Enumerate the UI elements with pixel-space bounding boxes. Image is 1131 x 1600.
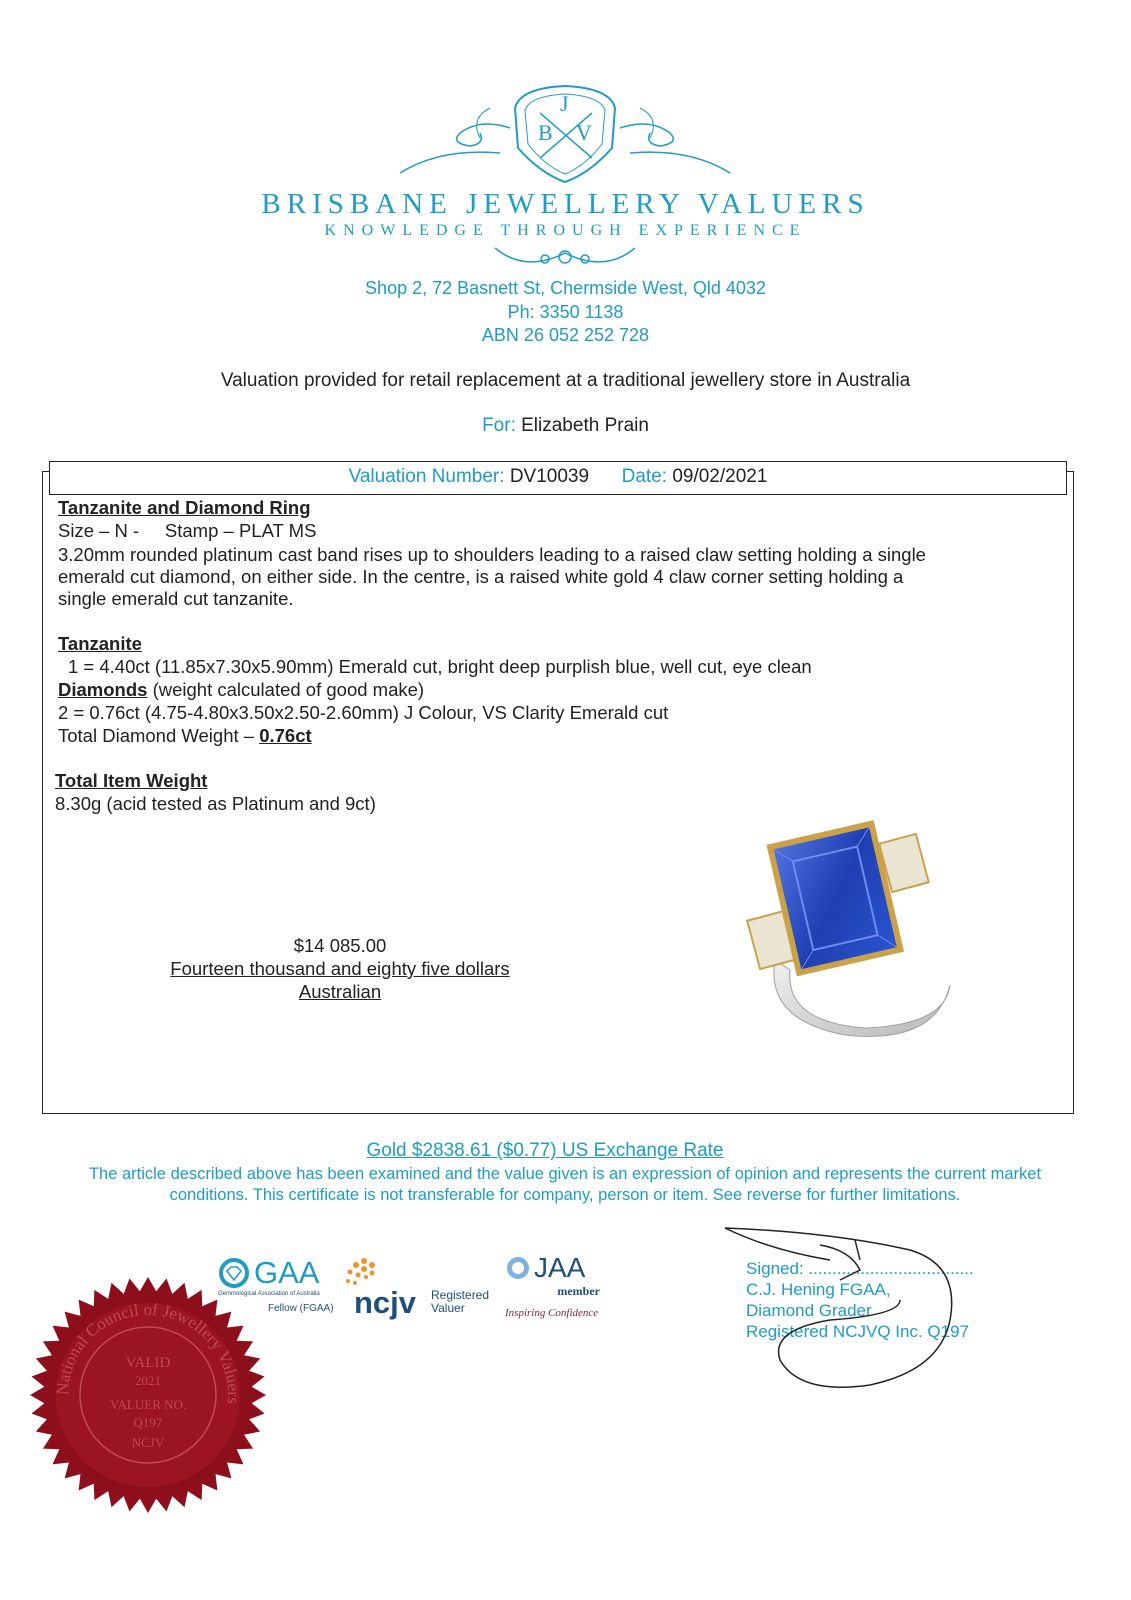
diamonds-line: 2 = 0.76ct (4.75-4.80x3.50x2.50-2.60mm) J Colour, VS Clarity Emerald cut	[58, 702, 669, 723]
ncjv-name: ncjv	[354, 1285, 417, 1320]
company-tagline: KNOWLEDGE THROUGH EXPERIENCE	[324, 222, 807, 239]
seal-line-1: VALID	[125, 1355, 171, 1371]
gaa-name: GAA	[254, 1255, 320, 1290]
signatory-name: C.J. Hening FGAA,	[746, 1280, 891, 1299]
signatory-role: Diamond Grader	[746, 1301, 872, 1320]
diamonds-heading-row	[58, 679, 424, 701]
signed-line: Signed: ...................................	[746, 1259, 974, 1278]
wax-seal	[28, 1275, 268, 1515]
valuation-number-label: Valuation Number:	[348, 466, 505, 487]
item-title: Tanzanite and Diamond Ring	[58, 497, 311, 518]
logo-flourish	[485, 243, 645, 273]
valuation-date-label: Date:	[621, 466, 668, 487]
valuation-date: 09/02/2021	[672, 466, 768, 487]
diamonds-total-value: 0.76ct	[259, 725, 312, 746]
valuation-purpose: Valuation provided for retail replacement at a traditional jewellery store in Australia	[220, 370, 911, 391]
logo-monogram-b: B	[538, 120, 553, 145]
valuation-header	[49, 461, 1067, 495]
jaa-slogan: Inspiring Confidence	[505, 1307, 599, 1319]
seal-ring-text: National Council of Jewellery Valuers	[52, 1299, 244, 1405]
client-name: Elizabeth Prain	[521, 415, 649, 436]
disclaimer-text: The article described above has been examined and the value given is an expression of opinion and represents the current market conditions. This certificate is not transferable for company, person or item. See reverse for further limitations.	[88, 1165, 1042, 1204]
client-line	[0, 415, 1131, 437]
company-address: Shop 2, 72 Basnett St, Chermside West, Qld 4032	[365, 278, 766, 298]
weight-heading: Total Item Weight	[55, 770, 208, 791]
signatory-registration: Registered NCJVQ Inc. Q197	[746, 1322, 969, 1341]
diamonds-total-label: Total Diamond Weight –	[58, 725, 260, 746]
item-size-stamp: Size – N - Stamp – PLAT MS	[58, 520, 317, 541]
jaa-gem-icon	[505, 1255, 531, 1281]
gaa-fellow: Fellow (FGAA)	[268, 1303, 334, 1314]
tanzanite-heading: Tanzanite	[58, 633, 142, 654]
jaa-name: JAA	[534, 1252, 586, 1283]
ncjv-registered: Registered	[431, 1288, 490, 1302]
jaa-member: member	[557, 1284, 600, 1298]
ncjv-valuer: Valuer	[431, 1301, 465, 1315]
gaa-subtitle: Gemmological Association of Australia	[218, 1291, 320, 1297]
handwritten-signature	[710, 1220, 980, 1395]
jaa-logo	[505, 1252, 615, 1319]
diamonds-heading: Diamonds	[58, 679, 148, 700]
value-words: Fourteen thousand and eighty five dollars	[170, 958, 510, 979]
client-label: For:	[482, 415, 516, 436]
seal-line-4: Q197	[133, 1415, 163, 1430]
ring-photo	[745, 810, 965, 1050]
logo-monogram-v: V	[576, 120, 592, 145]
item-description-1: 3.20mm rounded platinum cast band rises up to shoulders leading to a raised claw setting holding a single	[58, 544, 926, 565]
company-phone: Ph: 3350 1138	[507, 302, 624, 322]
company-name: BRISBANE JEWELLERY VALUERS	[261, 188, 870, 220]
item-description-3: single emerald cut tanzanite.	[58, 588, 294, 609]
value-amount: $14 085.00	[293, 935, 387, 956]
seal-line-3: VALUER NO.	[109, 1397, 187, 1412]
logo-monogram-j: J	[560, 91, 569, 116]
valuation-number: DV10039	[509, 466, 590, 487]
company-abn: ABN 26 052 252 728	[481, 325, 650, 345]
diamonds-note: (weight calculated of good make)	[152, 679, 425, 700]
tanzanite-line: 1 = 4.40ct (11.85x7.30x5.90mm) Emerald cut, bright deep purplish blue, well cut, eye clean	[68, 656, 812, 677]
diamonds-total-row	[58, 725, 312, 747]
weight-line: 8.30g (acid tested as Platinum and 9ct)	[55, 793, 376, 814]
item-description-2: emerald cut diamond, on either side. In the centre, is a raised white gold 4 claw corner setting holding a	[58, 566, 904, 587]
value-currency: Australian	[298, 981, 382, 1002]
seal-line-2: 2021	[135, 1373, 161, 1388]
seal-line-5: NCJV	[131, 1435, 165, 1450]
gold-exchange-rate: Gold $2838.61 ($0.77) US Exchange Rate	[366, 1140, 724, 1161]
company-logo	[380, 78, 750, 188]
